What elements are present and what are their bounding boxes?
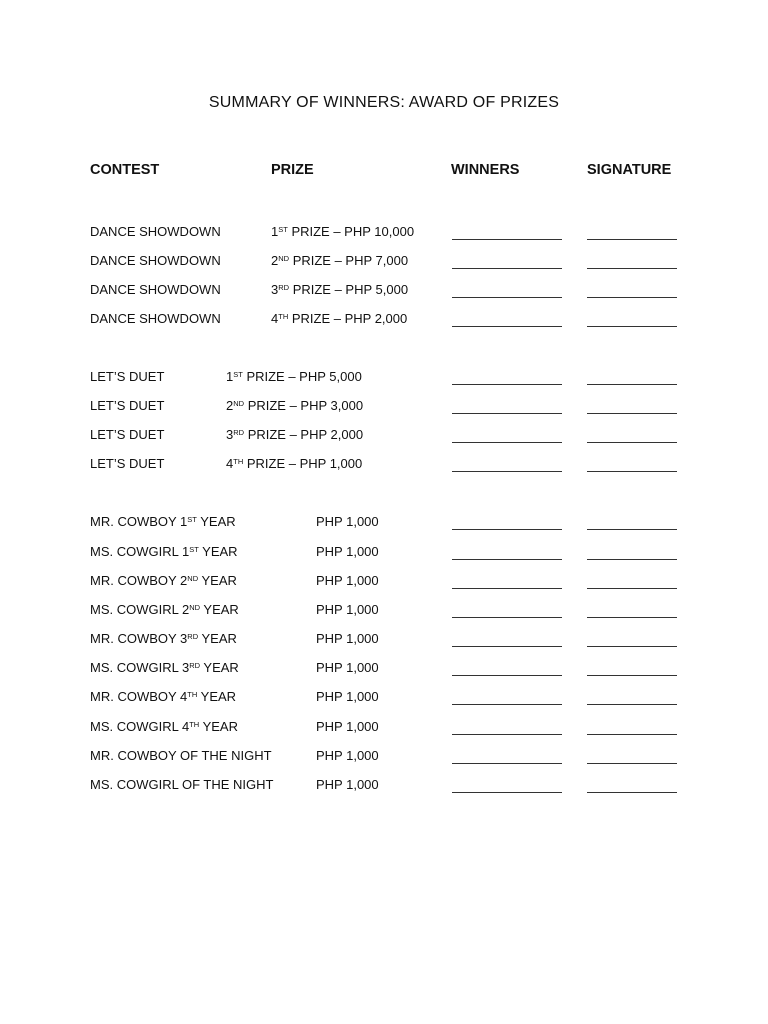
contest-cell: DANCE SHOWDOWN	[90, 253, 221, 268]
prize-cell: PHP 1,000	[316, 719, 379, 734]
winner-blank-line	[452, 617, 562, 618]
contest-cell: MS. COWGIRL OF THE NIGHT	[90, 777, 274, 792]
winner-blank-line	[452, 384, 562, 385]
page-title: SUMMARY OF WINNERS: AWARD OF PRIZES	[208, 94, 560, 111]
table-row	[0, 224, 768, 244]
winner-blank-line	[452, 704, 562, 705]
contest-cell: MS. COWGIRL 1ST YEAR	[90, 544, 238, 559]
contest-cell: DANCE SHOWDOWN	[90, 224, 221, 239]
winner-blank-line	[452, 734, 562, 735]
prize-cell: 4TH PRIZE – PHP 1,000	[226, 456, 363, 471]
signature-blank-line	[587, 326, 677, 327]
winner-blank-line	[452, 763, 562, 764]
table-row	[0, 311, 768, 331]
table-row	[0, 282, 768, 302]
winner-blank-line	[452, 326, 562, 327]
prize-cell: PHP 1,000	[316, 544, 379, 559]
prize-cell: 3RD PRIZE – PHP 5,000	[271, 282, 409, 297]
table-row	[0, 427, 768, 447]
contest-cell: MS. COWGIRL 3RD YEAR	[90, 660, 239, 675]
table-row	[0, 369, 768, 389]
winner-blank-line	[452, 792, 562, 793]
winner-blank-line	[452, 471, 562, 472]
table-row	[0, 514, 768, 534]
signature-blank-line	[587, 239, 677, 240]
prize-cell: PHP 1,000	[316, 514, 379, 529]
signature-blank-line	[587, 646, 677, 647]
signature-blank-line	[587, 471, 677, 472]
prize-cell: 3RD PRIZE – PHP 2,000	[226, 427, 364, 442]
winner-blank-line	[452, 529, 562, 530]
header-contest: CONTEST	[90, 162, 160, 178]
contest-cell: LET’S DUET	[90, 456, 165, 471]
prize-cell: 2ND PRIZE – PHP 3,000	[226, 398, 364, 413]
header-prize: PRIZE	[271, 162, 314, 178]
table-row	[0, 573, 768, 593]
contest-cell: MR. COWBOY 4TH YEAR	[90, 689, 237, 704]
contest-cell: DANCE SHOWDOWN	[90, 282, 221, 297]
prize-cell: PHP 1,000	[316, 602, 379, 617]
winner-blank-line	[452, 442, 562, 443]
contest-cell: LET’S DUET	[90, 369, 165, 384]
table-row	[0, 719, 768, 739]
winner-blank-line	[452, 413, 562, 414]
winner-blank-line	[452, 559, 562, 560]
contest-cell: MR. COWBOY 3RD YEAR	[90, 631, 237, 646]
winner-blank-line	[452, 239, 562, 240]
prize-cell: PHP 1,000	[316, 748, 379, 763]
signature-blank-line	[587, 675, 677, 676]
header-winners: WINNERS	[451, 162, 520, 178]
prize-cell: 1ST PRIZE – PHP 5,000	[226, 369, 362, 384]
winner-blank-line	[452, 268, 562, 269]
table-row	[0, 602, 768, 622]
signature-blank-line	[587, 559, 677, 560]
contest-cell: DANCE SHOWDOWN	[90, 311, 221, 326]
contest-cell: MR. COWBOY 1ST YEAR	[90, 514, 236, 529]
contest-cell: MR. COWBOY OF THE NIGHT	[90, 748, 272, 763]
signature-blank-line	[587, 792, 677, 793]
table-row	[0, 689, 768, 709]
table-row	[0, 777, 768, 797]
prize-cell: PHP 1,000	[316, 631, 379, 646]
winner-blank-line	[452, 588, 562, 589]
table-row	[0, 748, 768, 768]
prize-cell: 4TH PRIZE – PHP 2,000	[271, 311, 408, 326]
table-row	[0, 544, 768, 564]
winner-blank-line	[452, 297, 562, 298]
table-row	[0, 253, 768, 273]
signature-blank-line	[587, 763, 677, 764]
signature-blank-line	[587, 384, 677, 385]
signature-blank-line	[587, 413, 677, 414]
signature-blank-line	[587, 734, 677, 735]
signature-blank-line	[587, 588, 677, 589]
signature-blank-line	[587, 442, 677, 443]
table-row	[0, 631, 768, 651]
signature-blank-line	[587, 617, 677, 618]
winner-blank-line	[452, 675, 562, 676]
prize-cell: 1ST PRIZE – PHP 10,000	[271, 224, 415, 239]
table-row	[0, 398, 768, 418]
prize-cell: PHP 1,000	[316, 660, 379, 675]
signature-blank-line	[587, 268, 677, 269]
contest-cell: LET’S DUET	[90, 398, 165, 413]
contest-cell: MR. COWBOY 2ND YEAR	[90, 573, 237, 588]
header-signature: SIGNATURE	[587, 162, 672, 178]
contest-cell: MS. COWGIRL 2ND YEAR	[90, 602, 239, 617]
prize-cell: PHP 1,000	[316, 573, 379, 588]
signature-blank-line	[587, 297, 677, 298]
table-row	[0, 456, 768, 476]
prize-cell: PHP 1,000	[316, 689, 379, 704]
signature-blank-line	[587, 529, 677, 530]
signature-blank-line	[587, 704, 677, 705]
contest-cell: LET’S DUET	[90, 427, 165, 442]
prize-cell: PHP 1,000	[316, 777, 379, 792]
winner-blank-line	[452, 646, 562, 647]
table-row	[0, 660, 768, 680]
prize-cell: 2ND PRIZE – PHP 7,000	[271, 253, 409, 268]
contest-cell: MS. COWGIRL 4TH YEAR	[90, 719, 238, 734]
